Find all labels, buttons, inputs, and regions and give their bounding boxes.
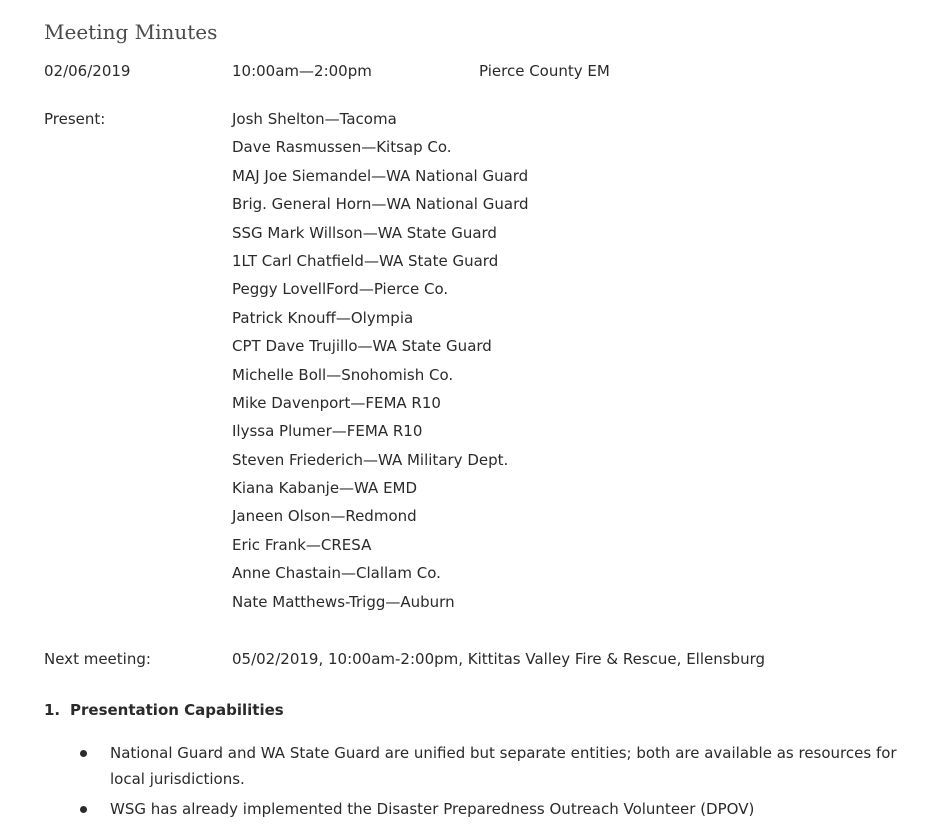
bullet-text: WSG has already implemented the Disaster Preparedness Outreach Volunteer (DPOV) (110, 800, 755, 818)
attendee-item: Janeen Olson—Redmond (232, 507, 417, 526)
bullet-icon (80, 750, 87, 757)
attendee-item: CPT Dave Trujillo—WA State Guard (232, 337, 492, 356)
attendee-item: Eric Frank—CRESA (232, 535, 372, 554)
section-heading (44, 701, 284, 719)
attendee-item: Ilyssa Plumer—FEMA R10 (232, 422, 423, 441)
attendee-item: Peggy LovellFord—Pierce Co. (232, 280, 449, 299)
attendee-item: Patrick Knouff—Olympia (232, 308, 414, 327)
bullet-text: National Guard and WA State Guard are unified but separate entities; both are available as resources for local jurisdictions. (110, 744, 897, 788)
section-title: Presentation Capabilities (70, 701, 284, 719)
attendee-item: Anne Chastain—Clallam Co. (232, 564, 441, 583)
attendee-item: Josh Shelton—Tacoma (232, 110, 397, 128)
document-title: Meeting Minutes (44, 20, 218, 44)
meeting-location: Pierce County EM (479, 62, 610, 80)
attendee-item: Mike Davenport—FEMA R10 (232, 393, 441, 412)
attendee-item: MAJ Joe Siemandel—WA National Guard (232, 166, 529, 185)
meeting-date: 02/06/2019 (44, 62, 131, 80)
bullet-icon (80, 806, 87, 813)
next-meeting-label: Next meeting: (44, 650, 151, 668)
attendee-item: Brig. General Horn—WA National Guard (232, 195, 529, 214)
attendee-list (232, 110, 529, 621)
meeting-time: 10:00am—2:00pm (232, 62, 372, 80)
attendee-item: Nate Matthews-Trigg—Auburn (232, 592, 455, 611)
next-meeting-value: 05/02/2019, 10:00am-2:00pm, Kittitas Valley Fire & Rescue, Ellensburg (232, 650, 766, 668)
bullet-item (80, 740, 900, 792)
attendee-item: Steven Friederich—WA Military Dept. (232, 450, 509, 469)
attendee-item: 1LT Carl Chatfield—WA State Guard (232, 251, 499, 270)
attendee-item: Kiana Kabanje—WA EMD (232, 479, 418, 498)
bullet-item (80, 796, 900, 822)
attendee-item: SSG Mark Willson—WA State Guard (232, 223, 497, 242)
present-label: Present: (44, 110, 106, 128)
section-bullet-list (80, 740, 900, 825)
attendee-item: Dave Rasmussen—Kitsap Co. (232, 138, 452, 157)
section-number: 1. (44, 701, 61, 719)
attendee-item: Michelle Boll—Snohomish Co. (232, 365, 454, 384)
